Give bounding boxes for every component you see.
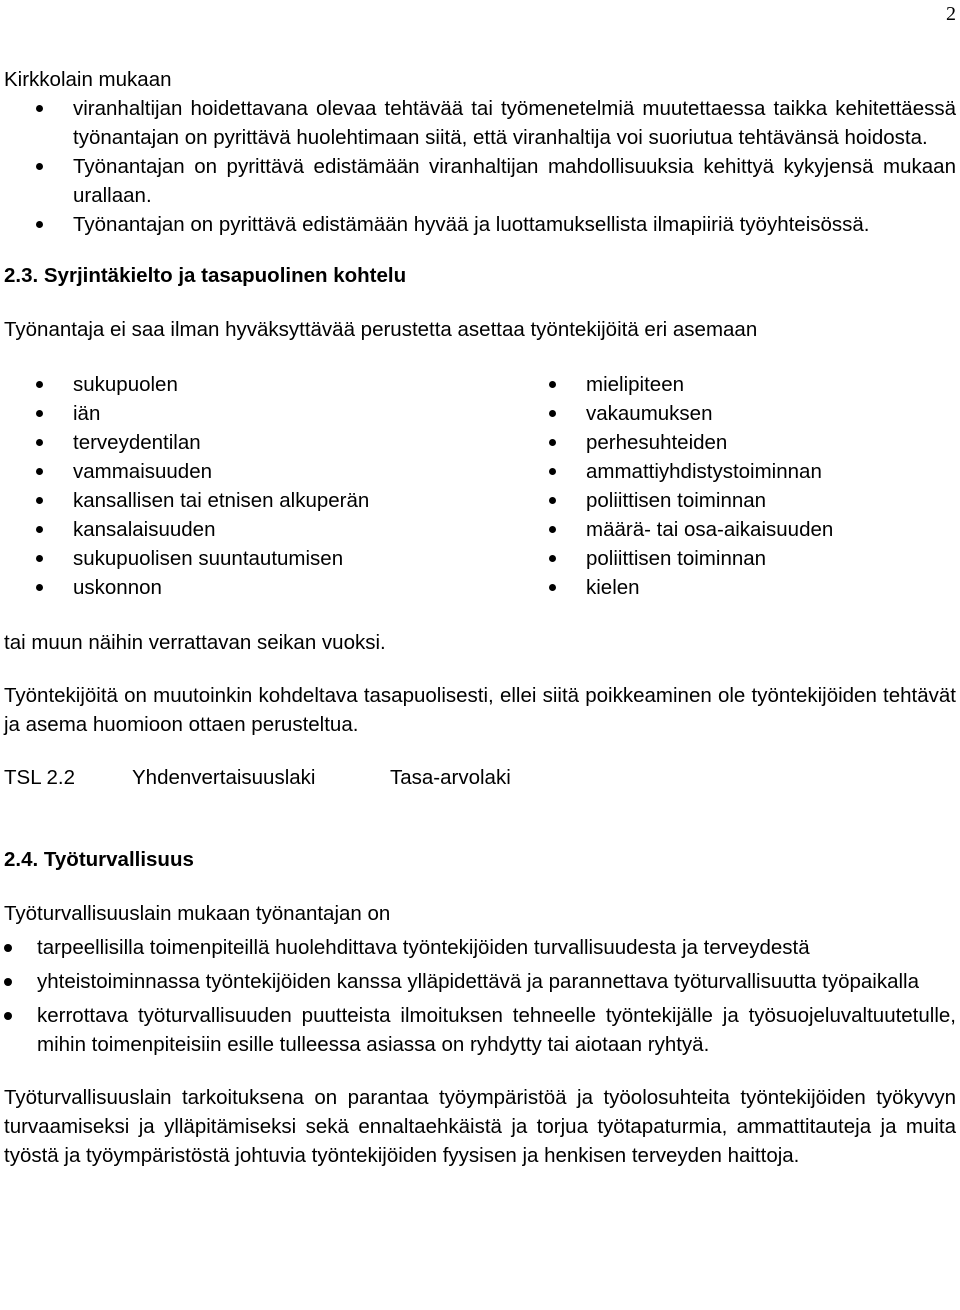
page-content (4, 65, 956, 1170)
discrimination-grounds (4, 370, 956, 602)
grounds-right-column (517, 370, 937, 602)
reference-yhdenvertaisuuslaki: Yhdenvertaisuuslaki (132, 766, 316, 789)
law-references (4, 763, 956, 792)
reference-tsl: TSL 2.2 (4, 766, 76, 789)
safety-purpose-paragraph: Työturvallisuuslain tarkoituksena on parantaa työympäristöä ja työolosuhteita työntekijöiden työkyvyn turvaamiseksi ja ylläpitämiseksi sekä ennaltaehkäistä ja torjua työtapaturmia, ammattitauteja ja muita työstä ja työympäristöstä johtuvia työntekijöiden fyysisen ja henkisen terveyden haittoja. (4, 1086, 956, 1167)
grounds-closing: tai muun näihin verrattavan seikan vuoksi. (4, 631, 386, 654)
section-heading-2-4: 2.4. Työturvallisuus (4, 848, 194, 871)
list-item: iän (4, 399, 517, 428)
list-item: vammaisuuden (4, 457, 517, 486)
kirkkolaki-list (4, 94, 956, 239)
list-item: tarpeellisilla toimenpiteillä huolehdittava työntekijöiden turvallisuudesta ja terveydestä (4, 933, 956, 962)
list-item: sukupuolen (4, 370, 517, 399)
list-item: Työnantajan on pyrittävä edistämään viranhaltijan mahdollisuuksia kehittyä kykyjensä mukaan urallaan. (4, 152, 956, 210)
list-item: kerrottava työturvallisuuden puutteista ilmoituksen tehneelle työntekijälle ja työsuojeluvaltuutetulle, mihin toimenpiteisiin esille tulleessa asiassa on ryhdytty tai aiotaan ryhtyä. (4, 1001, 956, 1059)
list-item: määrä- tai osa-aikaisuuden (517, 515, 937, 544)
list-item: kielen (517, 573, 937, 602)
list-item: ammattiyhdistystoiminnan (517, 457, 937, 486)
discrimination-intro: Työnantaja ei saa ilman hyväksyttävää perustetta asettaa työntekijöitä eri asemaan (4, 318, 758, 341)
list-item: poliittisen toiminnan (517, 544, 937, 573)
list-item: vakaumuksen (517, 399, 937, 428)
list-item: perhesuhteiden (517, 428, 937, 457)
list-item: yhteistoiminnassa työntekijöiden kanssa ylläpidettävä ja parannettava työturvallisuutta työpaikalla (4, 967, 956, 996)
list-item: Työnantajan on pyrittävä edistämään hyvää ja luottamuksellista ilmapiiriä työyhteisössä. (4, 210, 956, 239)
list-item: terveydentilan (4, 428, 517, 457)
list-item: sukupuolisen suuntautumisen (4, 544, 517, 573)
safety-intro: Työturvallisuuslain mukaan työnantajan on (4, 902, 391, 925)
safety-duties-list (4, 933, 956, 1059)
list-item: viranhaltijan hoidettavana olevaa tehtävää tai työmenetelmiä muutettaessa taikka kehitettäessä työnantajan on pyrittävä huolehtimaan siitä, että viranhaltija voi suoriutua tehtävänsä hoidosta. (4, 94, 956, 152)
section-heading-2-3: 2.3. Syrjintäkielto ja tasapuolinen kohtelu (4, 264, 407, 287)
kirkkolaki-label: Kirkkolain mukaan (4, 68, 172, 91)
grounds-left-column (4, 370, 517, 602)
reference-tasa-arvolaki: Tasa-arvolaki (390, 766, 511, 789)
list-item: mielipiteen (517, 370, 937, 399)
list-item: kansallisen tai etnisen alkuperän (4, 486, 517, 515)
equal-treatment-paragraph: Työntekijöitä on muutoinkin kohdeltava tasapuolisesti, ellei siitä poikkeaminen ole työntekijöiden tehtävät ja asema huomioon ottaen perusteltua. (4, 684, 956, 736)
list-item: poliittisen toiminnan (517, 486, 937, 515)
list-item: uskonnon (4, 573, 517, 602)
list-item: kansalaisuuden (4, 515, 517, 544)
page-number: 2 (946, 3, 956, 25)
